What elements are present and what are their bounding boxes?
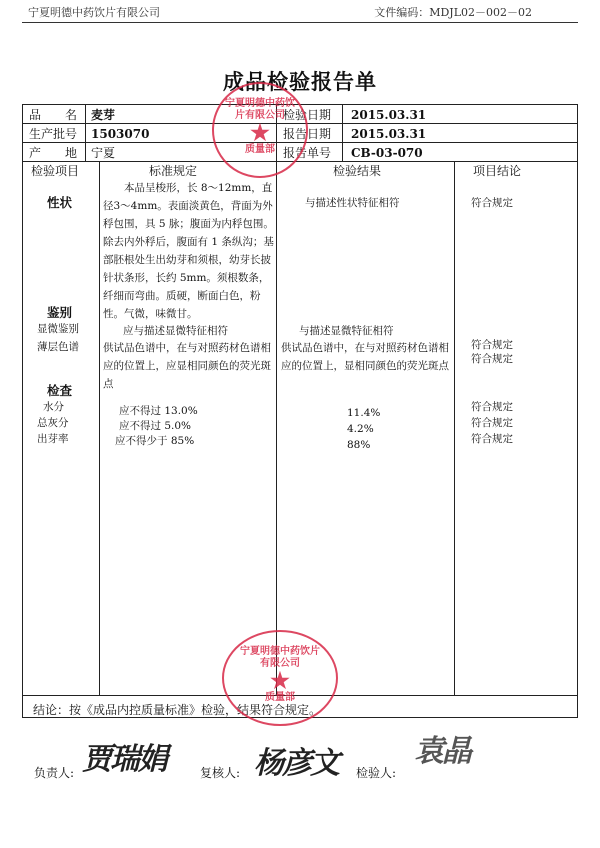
- header-divider: [22, 22, 578, 23]
- seal-sub-text: 质量部: [245, 144, 275, 155]
- ash-standard: 应不得过 5.0%: [119, 420, 192, 432]
- responsible-signature: 贾瑞娟: [82, 742, 166, 777]
- identification-label: 鉴别: [47, 305, 73, 320]
- germination-conclusion: 符合规定: [471, 433, 513, 445]
- conclusion-text: 结论：按《成品内控质量标准》检验，结果符合规定。: [33, 703, 322, 717]
- column-header-standard: 标准规定: [149, 164, 198, 178]
- inspector-label: 检验人:: [356, 766, 397, 780]
- ash-conclusion: 符合规定: [471, 417, 513, 429]
- tlc-conclusion: 符合规定: [471, 353, 513, 365]
- traits-conclusion: 符合规定: [471, 197, 513, 209]
- column-header-result: 检验结果: [333, 164, 382, 178]
- seal-text: 宁夏明德中药饮片有限公司: [225, 98, 295, 121]
- check-date-value: 2015.03.31: [351, 108, 427, 122]
- col-divider: [85, 105, 86, 161]
- document-number: 文件编码：MDJL02－002－02: [374, 6, 532, 19]
- moisture-standard: 应不得过 13.0%: [119, 405, 198, 417]
- ash-label: 总灰分: [37, 417, 69, 429]
- quality-dept-seal-top: [212, 82, 308, 178]
- germination-label: 出芽率: [37, 433, 69, 445]
- quality-dept-seal-bottom: [222, 630, 338, 726]
- product-name-label: 品 名: [29, 108, 78, 122]
- responsible-label: 负责人:: [34, 766, 75, 780]
- page-title: 成品检验报告单: [223, 69, 377, 94]
- column-header-conclusion: 项目结论: [473, 164, 522, 178]
- traits-result: 与描述性状特征相符: [305, 197, 400, 209]
- report-no-value: CB-03-070: [351, 146, 423, 160]
- reviewer-signature: 杨彦文: [254, 746, 338, 781]
- ash-result: 4.2%: [347, 423, 374, 435]
- col-divider: [276, 161, 277, 695]
- germination-result: 88%: [347, 439, 371, 451]
- check-date-label: 检验日期: [283, 108, 332, 122]
- moisture-result: 11.4%: [347, 407, 381, 419]
- origin-value: 宁夏: [91, 146, 116, 160]
- seal-star-icon: ★: [270, 668, 290, 694]
- microscopic-label: 显微鉴别: [37, 323, 79, 335]
- col-divider: [342, 105, 343, 161]
- seal-star-icon: ★: [250, 120, 270, 146]
- moisture-label: 水分: [43, 401, 64, 413]
- microscopic-standard: 应与描述显微特征相符: [123, 325, 228, 337]
- inspector-signature: 袁晶: [414, 734, 470, 769]
- seal-sub-text: 质量部: [265, 692, 295, 703]
- microscopic-conclusion: 符合规定: [471, 339, 513, 351]
- batch-label: 生产批号: [29, 127, 78, 141]
- traits-label: 性状: [47, 195, 73, 210]
- batch-value: 1503070: [91, 127, 150, 141]
- inspection-label: 检查: [47, 383, 73, 398]
- tlc-standard: 供试品色谱中，在与对照药材色谱相应的位置上，应显相同颜色的荧光斑点: [103, 342, 271, 390]
- report-date-label: 报告日期: [283, 127, 332, 141]
- microscopic-result: 与描述显微特征相符: [299, 325, 394, 337]
- tlc-result: 供试品色谱中，在与对照药材色谱相应的位置上，显相同颜色的荧光斑点: [281, 342, 449, 372]
- germination-standard: 应不得少于 85%: [115, 435, 195, 447]
- report-no-label: 报告单号: [283, 146, 332, 160]
- column-header-item: 检验项目: [31, 164, 80, 178]
- report-table: [22, 104, 578, 718]
- col-divider: [99, 161, 100, 695]
- report-date-value: 2015.03.31: [351, 127, 427, 141]
- reviewer-label: 复核人:: [200, 766, 241, 780]
- tlc-label: 薄层色谱: [37, 341, 79, 353]
- row-divider: [23, 161, 577, 162]
- traits-standard: 本品呈梭形，长 8～12mm，直径3～4mm。表面淡黄色，背面为外稃包围，具 5 脉；腹面为内稃包围。除去内外稃后，腹面有 1 条纵沟；基部胚根处生出幼芽和须根，幼芽长披针状条形，长约 5mm。须根数条，纤细而弯曲。质硬，断面白色，粉性。气微，味微甘。: [103, 182, 274, 320]
- origin-label: 产 地: [29, 146, 78, 160]
- company-header: 宁夏明德中药饮片有限公司: [28, 6, 160, 19]
- moisture-conclusion: 符合规定: [471, 401, 513, 413]
- col-divider: [454, 161, 455, 695]
- seal-text: 宁夏明德中药饮片有限公司: [240, 646, 320, 669]
- product-name-value: 麦芽: [91, 108, 116, 122]
